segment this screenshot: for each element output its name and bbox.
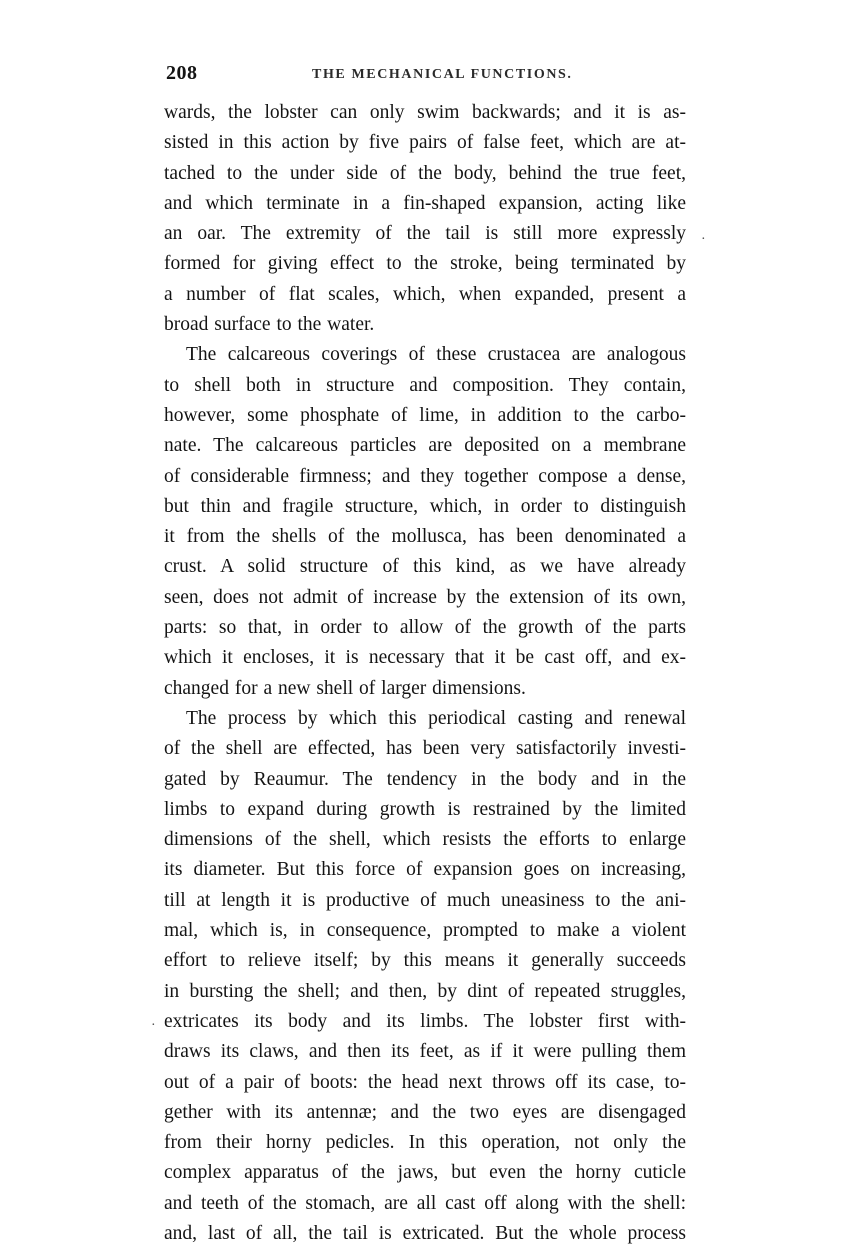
- text-line: gether with its antennæ; and the two eyes are disengaged: [164, 1101, 686, 1123]
- text-line: of the shell are effected, has been very satisfactorily investi-: [164, 738, 686, 760]
- text-line: complex apparatus of the jaws, but even the horny cuticle: [164, 1162, 686, 1184]
- text-line: draws its claws, and then its feet, as if it were pulling them: [164, 1041, 686, 1063]
- text-line: and, last of all, the tail is extricated. But the whole process: [164, 1222, 686, 1244]
- text-line: effort to relieve itself; by this means it generally succeeds: [164, 950, 686, 972]
- text-line: which it encloses, it is necessary that it be cast off, and ex-: [164, 647, 686, 669]
- text-line: and which terminate in a fin-shaped expansion, acting like: [164, 192, 686, 214]
- text-line: The process by which this periodical casting and renewal: [186, 707, 686, 729]
- text-line: of considerable firmness; and they together compose a dense,: [164, 465, 686, 487]
- text-line: nate. The calcareous particles are deposited on a membrane: [164, 435, 686, 457]
- text-line: limbs to expand during growth is restrained by the limited: [164, 798, 686, 820]
- margin-mark: ·: [151, 1018, 156, 1033]
- text-line: but thin and fragile structure, which, in order to distinguish: [164, 495, 686, 517]
- text-line: broad surface to the water.: [164, 314, 375, 336]
- text-line: however, some phosphate of lime, in addition to the carbo-: [164, 404, 686, 426]
- text-line: mal, which is, in consequence, prompted to make a violent: [164, 920, 686, 942]
- text-line: from their horny pedicles. In this operation, not only the: [164, 1132, 686, 1154]
- text-line: to shell both in structure and composition. They contain,: [164, 374, 686, 396]
- text-line: parts: so that, in order to allow of the growth of the parts: [164, 617, 686, 639]
- text-line: crust. A solid structure of this kind, as we have already: [164, 556, 686, 578]
- text-line: formed for giving effect to the stroke, being terminated by: [164, 253, 686, 275]
- text-line: an oar. The extremity of the tail is still more expressly: [164, 223, 686, 245]
- text-line: changed for a new shell of larger dimensions.: [164, 677, 526, 699]
- text-line: and teeth of the stomach, are all cast off along with the shell:: [164, 1192, 686, 1214]
- text-line: tached to the under side of the body, behind the true feet,: [164, 162, 686, 184]
- text-line: gated by Reaumur. The tendency in the body and in the: [164, 768, 686, 790]
- margin-mark: ·: [701, 232, 706, 247]
- text-line: till at length it is productive of much uneasiness to the ani-: [164, 889, 686, 911]
- running-head: [166, 62, 688, 86]
- text-line: wards, the lobster can only swim backwards; and it is as-: [164, 102, 686, 123]
- body-text: [164, 98, 686, 1249]
- text-line: extricates its body and its limbs. The lobster first with-: [164, 1010, 686, 1032]
- text-line: dimensions of the shell, which resists the efforts to enlarge: [164, 829, 686, 851]
- page-number: 208: [166, 62, 198, 84]
- text-line: seen, does not admit of increase by the extension of its own,: [164, 586, 686, 608]
- text-line: sisted in this action by five pairs of false feet, which are at-: [164, 132, 686, 154]
- text-line: it from the shells of the mollusca, has been denominated a: [164, 526, 686, 548]
- text-line: out of a pair of boots: the head next throws off its case, to-: [164, 1071, 686, 1093]
- text-line: a number of flat scales, which, when expanded, present a: [164, 283, 686, 305]
- text-line: its diameter. But this force of expansion goes on increasing,: [164, 859, 686, 881]
- text-line: in bursting the shell; and then, by dint of repeated struggles,: [164, 980, 686, 1002]
- text-line: The calcareous coverings of these crustacea are analogous: [186, 344, 686, 366]
- running-title: THE MECHANICAL FUNCTIONS.: [312, 67, 573, 82]
